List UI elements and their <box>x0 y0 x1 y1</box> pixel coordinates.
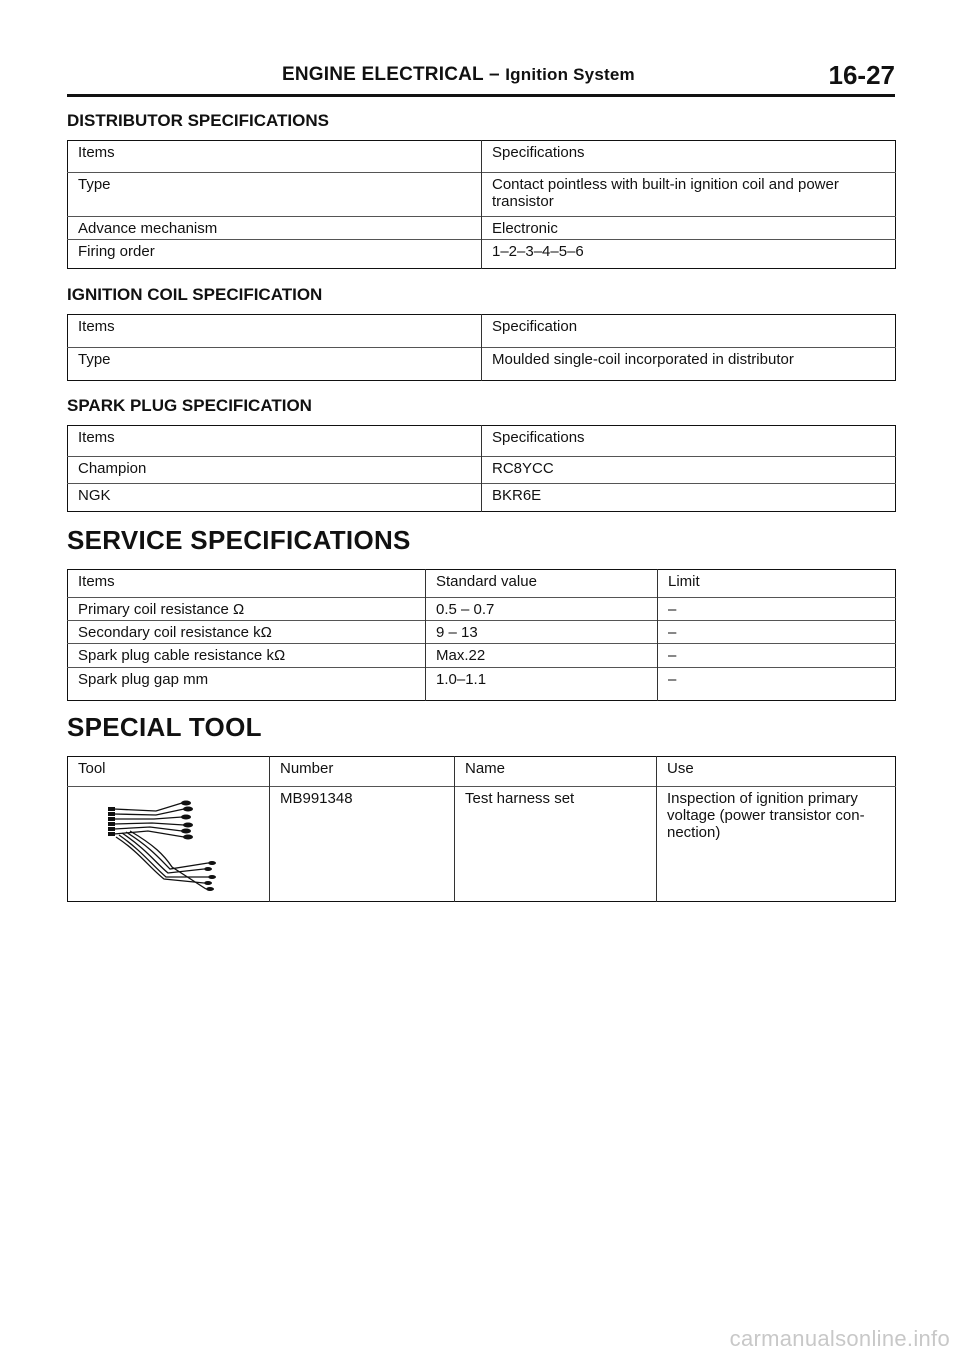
table-row <box>68 644 896 668</box>
watermark: carmanualsonline.info <box>729 1326 950 1351</box>
table-cell: Inspection of ignition primary voltage (power transistor con- nection) <box>657 787 896 902</box>
table-cell: NGK <box>68 484 482 512</box>
table-cell: 9 – 13 <box>426 621 658 644</box>
table-cell: 1.0–1.1 <box>426 668 658 701</box>
table-cell: Items <box>78 429 115 446</box>
table-cell: Specifications <box>482 426 896 457</box>
table-cell: Items <box>78 318 115 335</box>
table-cell: Standard value <box>426 570 658 598</box>
table-cell: Type <box>68 173 482 217</box>
table-cell: Moulded single-coil incorporated in distributor <box>482 348 896 381</box>
ignition-coil-table <box>67 314 896 381</box>
page-number: 16-27 <box>828 60 895 90</box>
table-cell: RC8YCC <box>482 457 896 484</box>
table-row <box>68 570 896 598</box>
table-cell: Specification <box>482 315 896 348</box>
table-cell: Limit <box>658 570 896 598</box>
table-cell: Champion <box>68 457 482 484</box>
table-cell: Max.22 <box>426 644 658 668</box>
table-cell: – <box>658 621 896 644</box>
table-row <box>68 173 896 217</box>
table-cell: Name <box>455 757 657 787</box>
test-harness-icon <box>104 797 229 897</box>
table-row <box>68 757 896 787</box>
table-row <box>68 315 896 348</box>
table-cell: MB991348 <box>270 787 455 902</box>
table-row <box>68 240 896 269</box>
table-cell: Type <box>68 348 482 381</box>
table-cell: BKR6E <box>482 484 896 512</box>
table-row <box>68 621 896 644</box>
table-cell: Test harness set <box>455 787 657 902</box>
distributor-heading: DISTRIBUTOR SPECIFICATIONS <box>67 111 329 130</box>
page-header <box>67 60 895 97</box>
table-cell: Number <box>270 757 455 787</box>
service-heading: SERVICE SPECIFICATIONS <box>67 525 411 555</box>
spark-plug-heading: SPARK PLUG SPECIFICATION <box>67 396 312 415</box>
table-row <box>68 668 896 701</box>
table-cell: Spark plug gap mm <box>68 668 426 701</box>
table-row <box>68 598 896 621</box>
distributor-table <box>67 140 896 269</box>
table-cell: Secondary coil resistance kΩ <box>68 621 426 644</box>
spark-plug-table <box>67 425 896 512</box>
table-cell: Firing order <box>68 240 482 269</box>
table-cell: – <box>658 598 896 621</box>
table-row <box>68 348 896 381</box>
table-cell: Items <box>78 144 115 161</box>
table-row <box>68 457 896 484</box>
table-row <box>68 217 896 240</box>
table-cell <box>68 787 270 902</box>
header-title: ENGINE ELECTRICAL – Ignition System <box>282 64 635 85</box>
table-cell: Primary coil resistance Ω <box>68 598 426 621</box>
table-cell: Spark plug cable resistance kΩ <box>68 644 426 668</box>
ignition-coil-heading: IGNITION COIL SPECIFICATION <box>67 285 323 304</box>
table-cell: 1–2–3–4–5–6 <box>482 240 896 269</box>
table-cell: Specifications <box>482 141 896 173</box>
table-cell: Advance mechanism <box>68 217 482 240</box>
table-cell: Items <box>78 573 115 590</box>
table-row <box>68 141 896 173</box>
table-row <box>68 484 896 512</box>
table-cell: Use <box>657 757 896 787</box>
special-tool-heading: SPECIAL TOOL <box>67 712 262 742</box>
table-row <box>68 787 896 902</box>
table-cell: – <box>658 644 896 668</box>
table-row <box>68 426 896 457</box>
table-cell: Tool <box>78 760 106 777</box>
table-cell: Electronic <box>482 217 896 240</box>
service-table <box>67 569 896 701</box>
table-cell: Contact pointless with built-in ignition coil and power transistor <box>482 173 896 217</box>
table-cell: – <box>658 668 896 701</box>
table-cell: 0.5 – 0.7 <box>426 598 658 621</box>
special-tool-table <box>67 756 896 902</box>
